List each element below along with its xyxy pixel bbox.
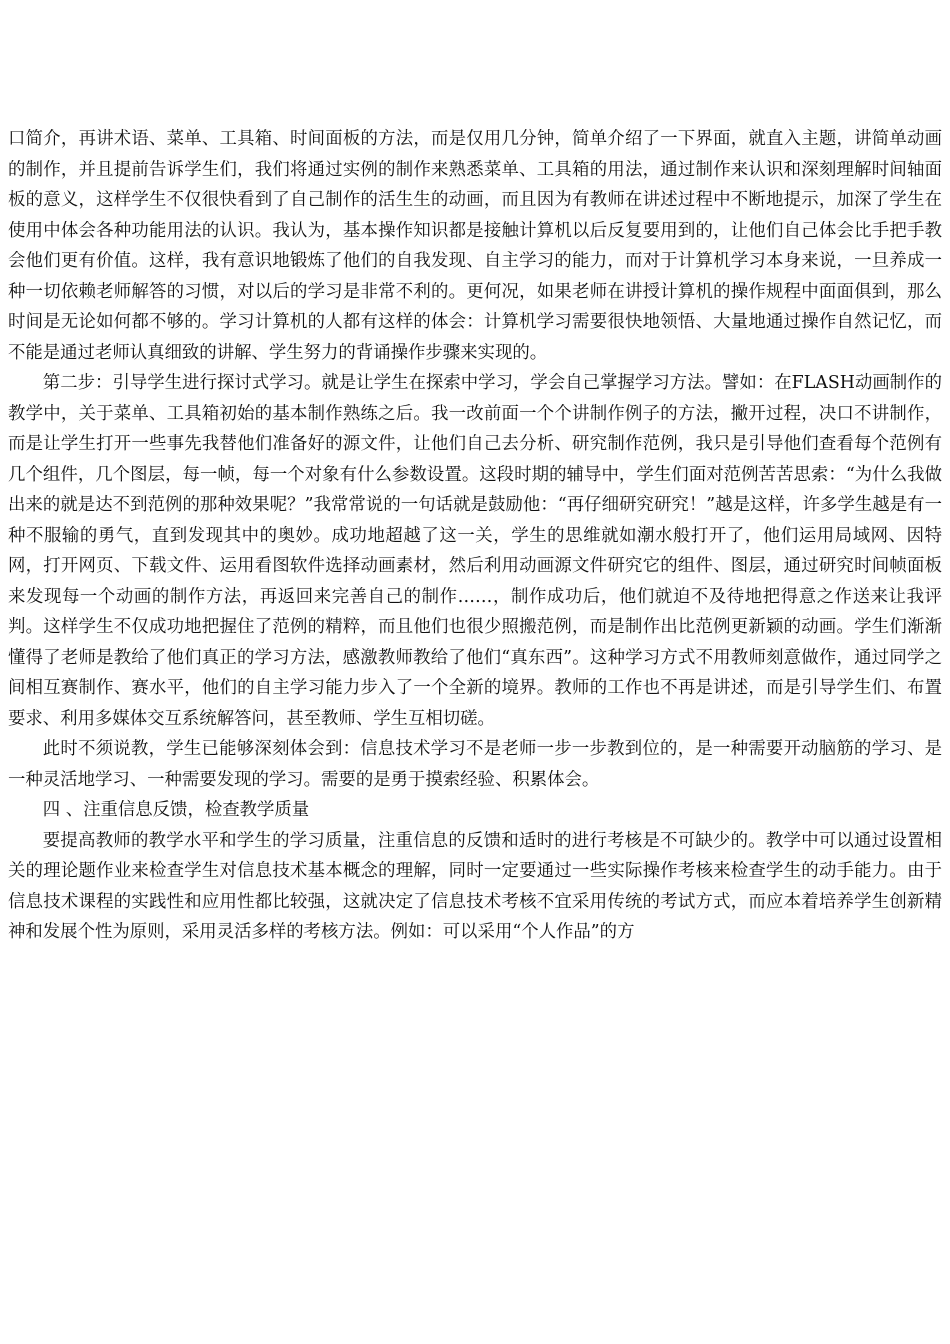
paragraph-summary: 此时不须说教，学生已能够深刻体会到：信息技术学习不是老师一步一步教到位的，是一种需要开动脑筋的学习、是一种灵活地学习、一种需要发现的学习。需要的是勇于摸索经验、积累体会。 (8, 739, 942, 790)
document-body (8, 124, 942, 948)
section-heading-four: 四 、注重信息反馈，检查教学质量 (42, 800, 310, 820)
paragraph-step-two: 第二步：引导学生进行探讨式学习。就是让学生在探索中学习，学会自己掌握学习方法。譬如：在FLASH动画制作的教学中，关于菜单、工具箱初始的基本制作熟练之后。我一改前面一个个讲制作例子的方法，撇开过程，决口不讲制作，而是让学生打开一些事先我替他们准备好的源文件，让他们自己去分析、研究制作范例，我只是引导他们查看每个范例有几个组件，几个图层，每一帧，每一个对象有什么参数设置。这段时期的辅导中，学生们面对范例苦苦思索：“为什么我做出来的就是达不到范例的那种效果呢？”我常常说的一句话就是鼓励他：“再仔细研究研究！”越是这样，许多学生越是有一种不服输的勇气，直到发现其中的奥妙。成功地超越了这一关，学生的思维就如潮水般打开了，他们运用局域网、因特网，打开网页、下载文件、运用看图软件选择动画素材，然后利用动画源文件研究它的组件、图层，通过研究时间帧面板来发现每一个动画的制作方法，再返回来完善自己的制作……，制作成功后，他们就迫不及待地把得意之作送来让我评判。这样学生不仅成功地把握住了范例的精粹，而且他们也很少照搬范例，而是制作出比范例更新颖的动画。学生们渐渐懂得了老师是教给了他们真正的学习方法，感激教师教给了他们“真东西”。这种学习方式不用教师刻意做作，通过同学之间相互赛制作、赛水平，他们的自主学习能力步入了一个全新的境界。教师的工作也不再是讲述，而是引导学生们、布置要求、利用多媒体交互系统解答问，甚至教师、学生互相切磋。 (8, 373, 942, 729)
paragraph-feedback: 要提高教师的教学水平和学生的学习质量，注重信息的反馈和适时的进行考核是不可缺少的。教学中可以通过设置相关的理论题作业来检查学生对信息技术基本概念的理解，同时一定要通过一些实际操作考核来检查学生的动手能力。由于信息技术课程的实践性和应用性都比较强，这就决定了信息技术考核不宜采用传统的考试方式，而应本着培养学生创新精神和发展个性为原则，采用灵活多样的考核方法。例如：可以采用“个人作品”的方 (8, 830, 942, 942)
paragraph-continued-intro: 口简介，再讲术语、菜单、工具箱、时间面板的方法，而是仅用几分钟，简单介绍了一下界面，就直入主题，讲简单动画的制作，并且提前告诉学生们，我们将通过实例的制作来熟悉菜单、工具箱的用法，通过制作来认识和深刻理解时间轴面板的意义，这样学生不仅很快看到了自己制作的活生生的动画，而且因为有教师在讲述过程中不断地提示，加深了学生在使用中体会各种功能用法的认识。我认为，基本操作知识都是接触计算机以后反复要用到的，让他们自己体会比手把手教会他们更有价值。这样，我有意识地锻炼了他们的自我发现、自主学习的能力，而对于计算机学习本身来说，一旦养成一种一切依赖老师解答的习惯，对以后的学习是非常不利的。更何况，如果老师在讲授计算机的操作规程中面面俱到，那么时间是无论如何都不够的。学习计算机的人都有这样的体会：计算机学习需要很快地领悟、大量地通过操作自然记忆，而不能是通过老师认真细致的讲解、学生努力的背诵操作步骤来实现的。 (8, 129, 942, 363)
